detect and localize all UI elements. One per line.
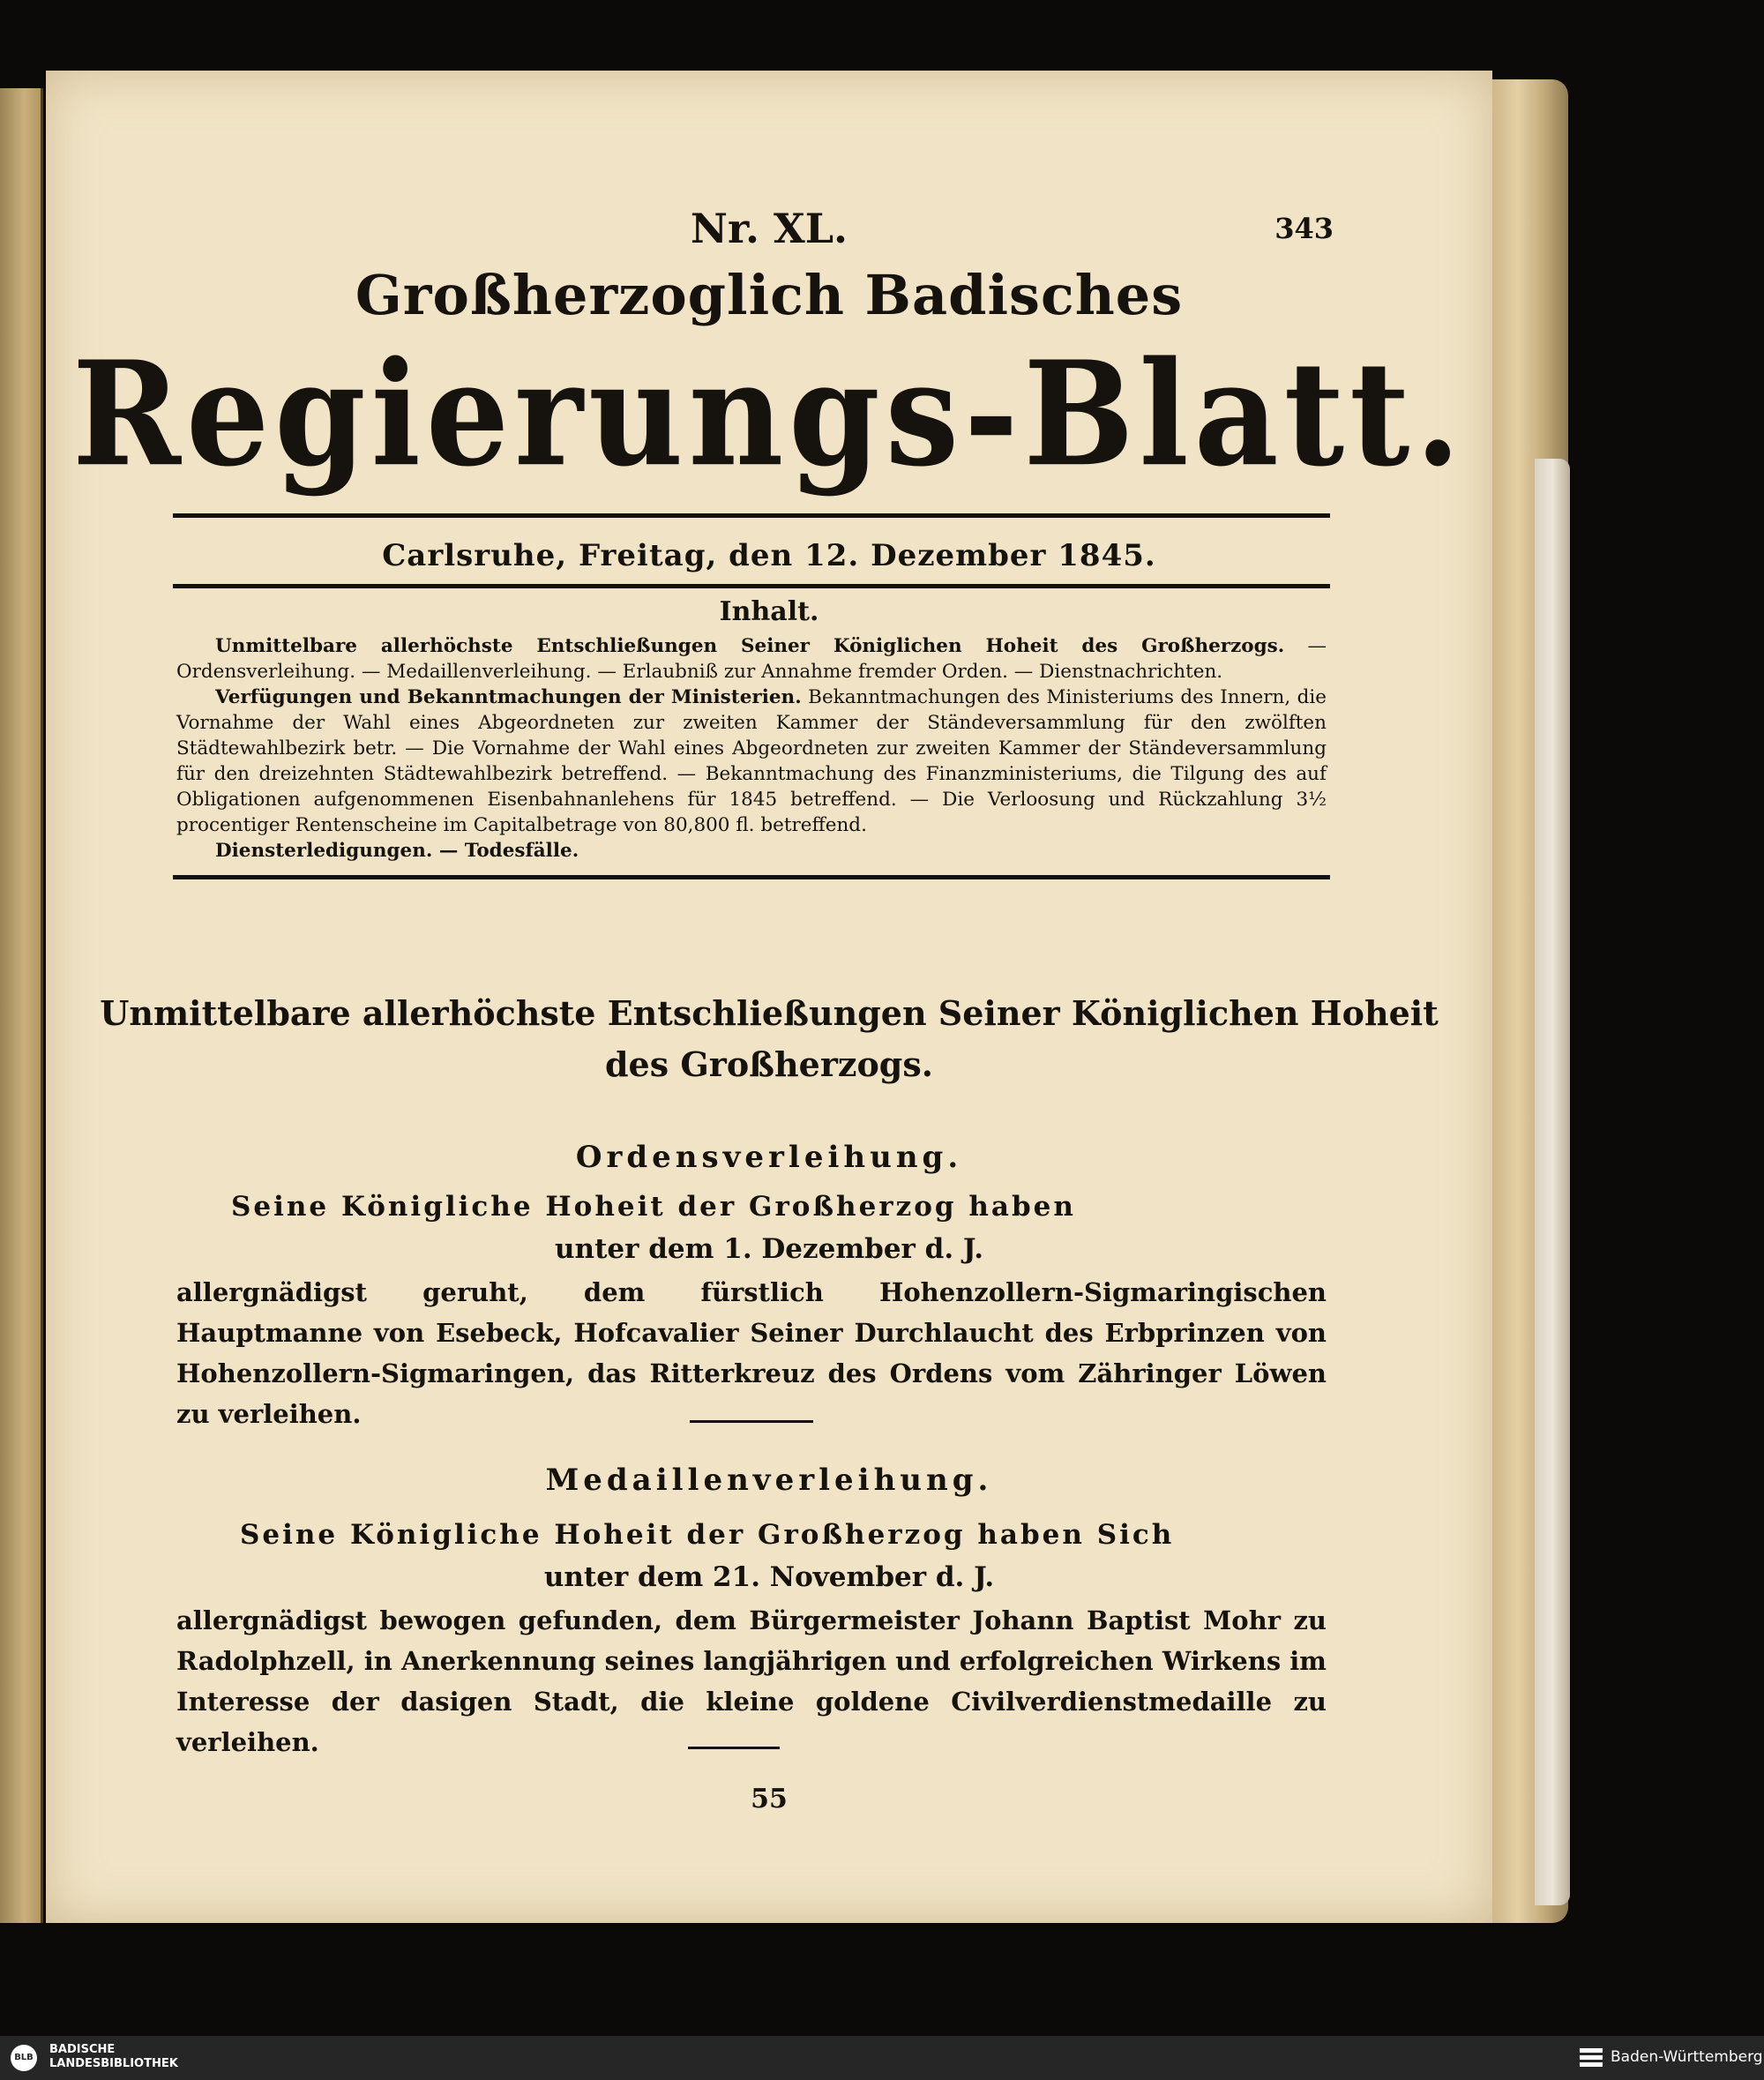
contents-paragraph-2 bbox=[176, 685, 1327, 838]
scanned-page bbox=[46, 71, 1492, 1923]
blb-logo-icon[interactable]: BLB bbox=[11, 2045, 37, 2071]
baden-wuerttemberg-name[interactable]: Baden-Württemberg bbox=[1611, 2048, 1763, 2066]
medaillen-date: unter dem 21. November d. J. bbox=[543, 1561, 995, 1593]
baden-wuerttemberg-lions-icon[interactable] bbox=[1579, 2046, 1603, 2069]
blb-name-line-1: BADISCHE bbox=[49, 2043, 116, 2056]
rule-date bbox=[173, 584, 1330, 588]
contents-title: Inhalt. bbox=[719, 596, 819, 627]
medaillen-heading: Medaillenverleihung. bbox=[545, 1463, 993, 1498]
signature-number: 55 bbox=[751, 1784, 788, 1814]
ordens-text: allergnädigst geruht, dem fürstlich Hohenzollern-Sigmaringischen Hauptmanne von Esebeck, Hofcavalier Seiner Durchlaucht des Erbprinzen von Hohenzollern-Sigmaringen, das Ritterkreuz des Ordens vom Zähringer Löwen zu verleihen. bbox=[176, 1277, 1327, 1429]
section-heading bbox=[46, 988, 1492, 1090]
contents-paragraph-1 bbox=[176, 633, 1327, 685]
contents-para1-text: — Ordensverleihung. — Medaillenverleihung. — Erlaubniß zur Annahme fremder Orden. — Dienstnachrichten. bbox=[176, 635, 1327, 683]
rule-top bbox=[173, 513, 1330, 518]
section-heading-line-1: Unmittelbare allerhöchste Entschließungen Seiner Königlichen Hoheit bbox=[100, 993, 1439, 1033]
blb-name-line-2: LANDESBIBLIOTHEK bbox=[49, 2057, 178, 2070]
rule-contents bbox=[173, 875, 1330, 879]
contents-block bbox=[176, 633, 1327, 864]
ordens-heading: Ordensverleihung. bbox=[575, 1140, 963, 1175]
medaillen-text: allergnädigst bewogen gefunden, dem Bürgermeister Johann Baptist Mohr zu Radolphzell, in Anerkennung seines langjährigen und erfolgreichen Wirkens im Interesse der dasigen Stadt, die kleine goldene Civilverdienstmedaille zu verleihen. bbox=[176, 1605, 1327, 1757]
contents-para3-bold: Diensterledigungen. — Todesfälle. bbox=[215, 840, 579, 862]
issue-number: Nr. XL. bbox=[690, 205, 848, 252]
contents-paragraph-3 bbox=[176, 838, 1327, 864]
page-number: 343 bbox=[1274, 212, 1334, 245]
masthead-title: Regierungs-Blatt. bbox=[72, 329, 1466, 498]
contents-para1-bold: Unmittelbare allerhöchste Entschließungen Seiner Königlichen Hoheit des Großherzogs. bbox=[215, 635, 1285, 657]
separator-1 bbox=[690, 1420, 813, 1423]
right-page-stack-inner bbox=[1535, 459, 1570, 1905]
bottom-bar bbox=[0, 2036, 1764, 2080]
contents-para2-text: Bekanntmachungen des Ministeriums des Innern, die Vornahme der Wahl eines Abgeordneten zur zweiten Kammer der Ständeversammlung für den zwölften Städtewahlbezirk betr. — Die Vornahme der Wahl eines Abgeordneten zur zweiten Kammer der Ständeversammlung für den dreizehnten Städtewahlbezirk betreffend. — Bekanntmachung des Finanzministeriums, die Tilgung des auf Obligationen aufgenommenen Eisenbahnanlehens für 1845 betreffend. — Die Verloosung und Rückzahlung 3½ procentiger Rentenscheine im Capitalbetrage von 80,800 fl. betreffend. bbox=[176, 686, 1327, 836]
section-heading-line-2: des Großherzogs. bbox=[604, 1044, 933, 1084]
separator-2 bbox=[688, 1747, 780, 1749]
ordens-date: unter dem 1. Dezember d. J. bbox=[555, 1233, 983, 1265]
left-page-edge bbox=[0, 88, 43, 1923]
contents-para2-bold: Verfügungen und Bekanntmachungen der Ministerien. bbox=[215, 686, 802, 708]
ordens-intro: Seine Königliche Hoheit der Großherzog haben bbox=[231, 1191, 1076, 1223]
medaillen-intro: Seine Königliche Hoheit der Großherzog haben Sich bbox=[240, 1519, 1175, 1551]
publisher-line: Großherzoglich Badisches bbox=[355, 263, 1184, 327]
blb-name[interactable] bbox=[49, 2043, 178, 2071]
dateline: Carlsruhe, Freitag, den 12. Dezember 1845. bbox=[382, 538, 1156, 573]
